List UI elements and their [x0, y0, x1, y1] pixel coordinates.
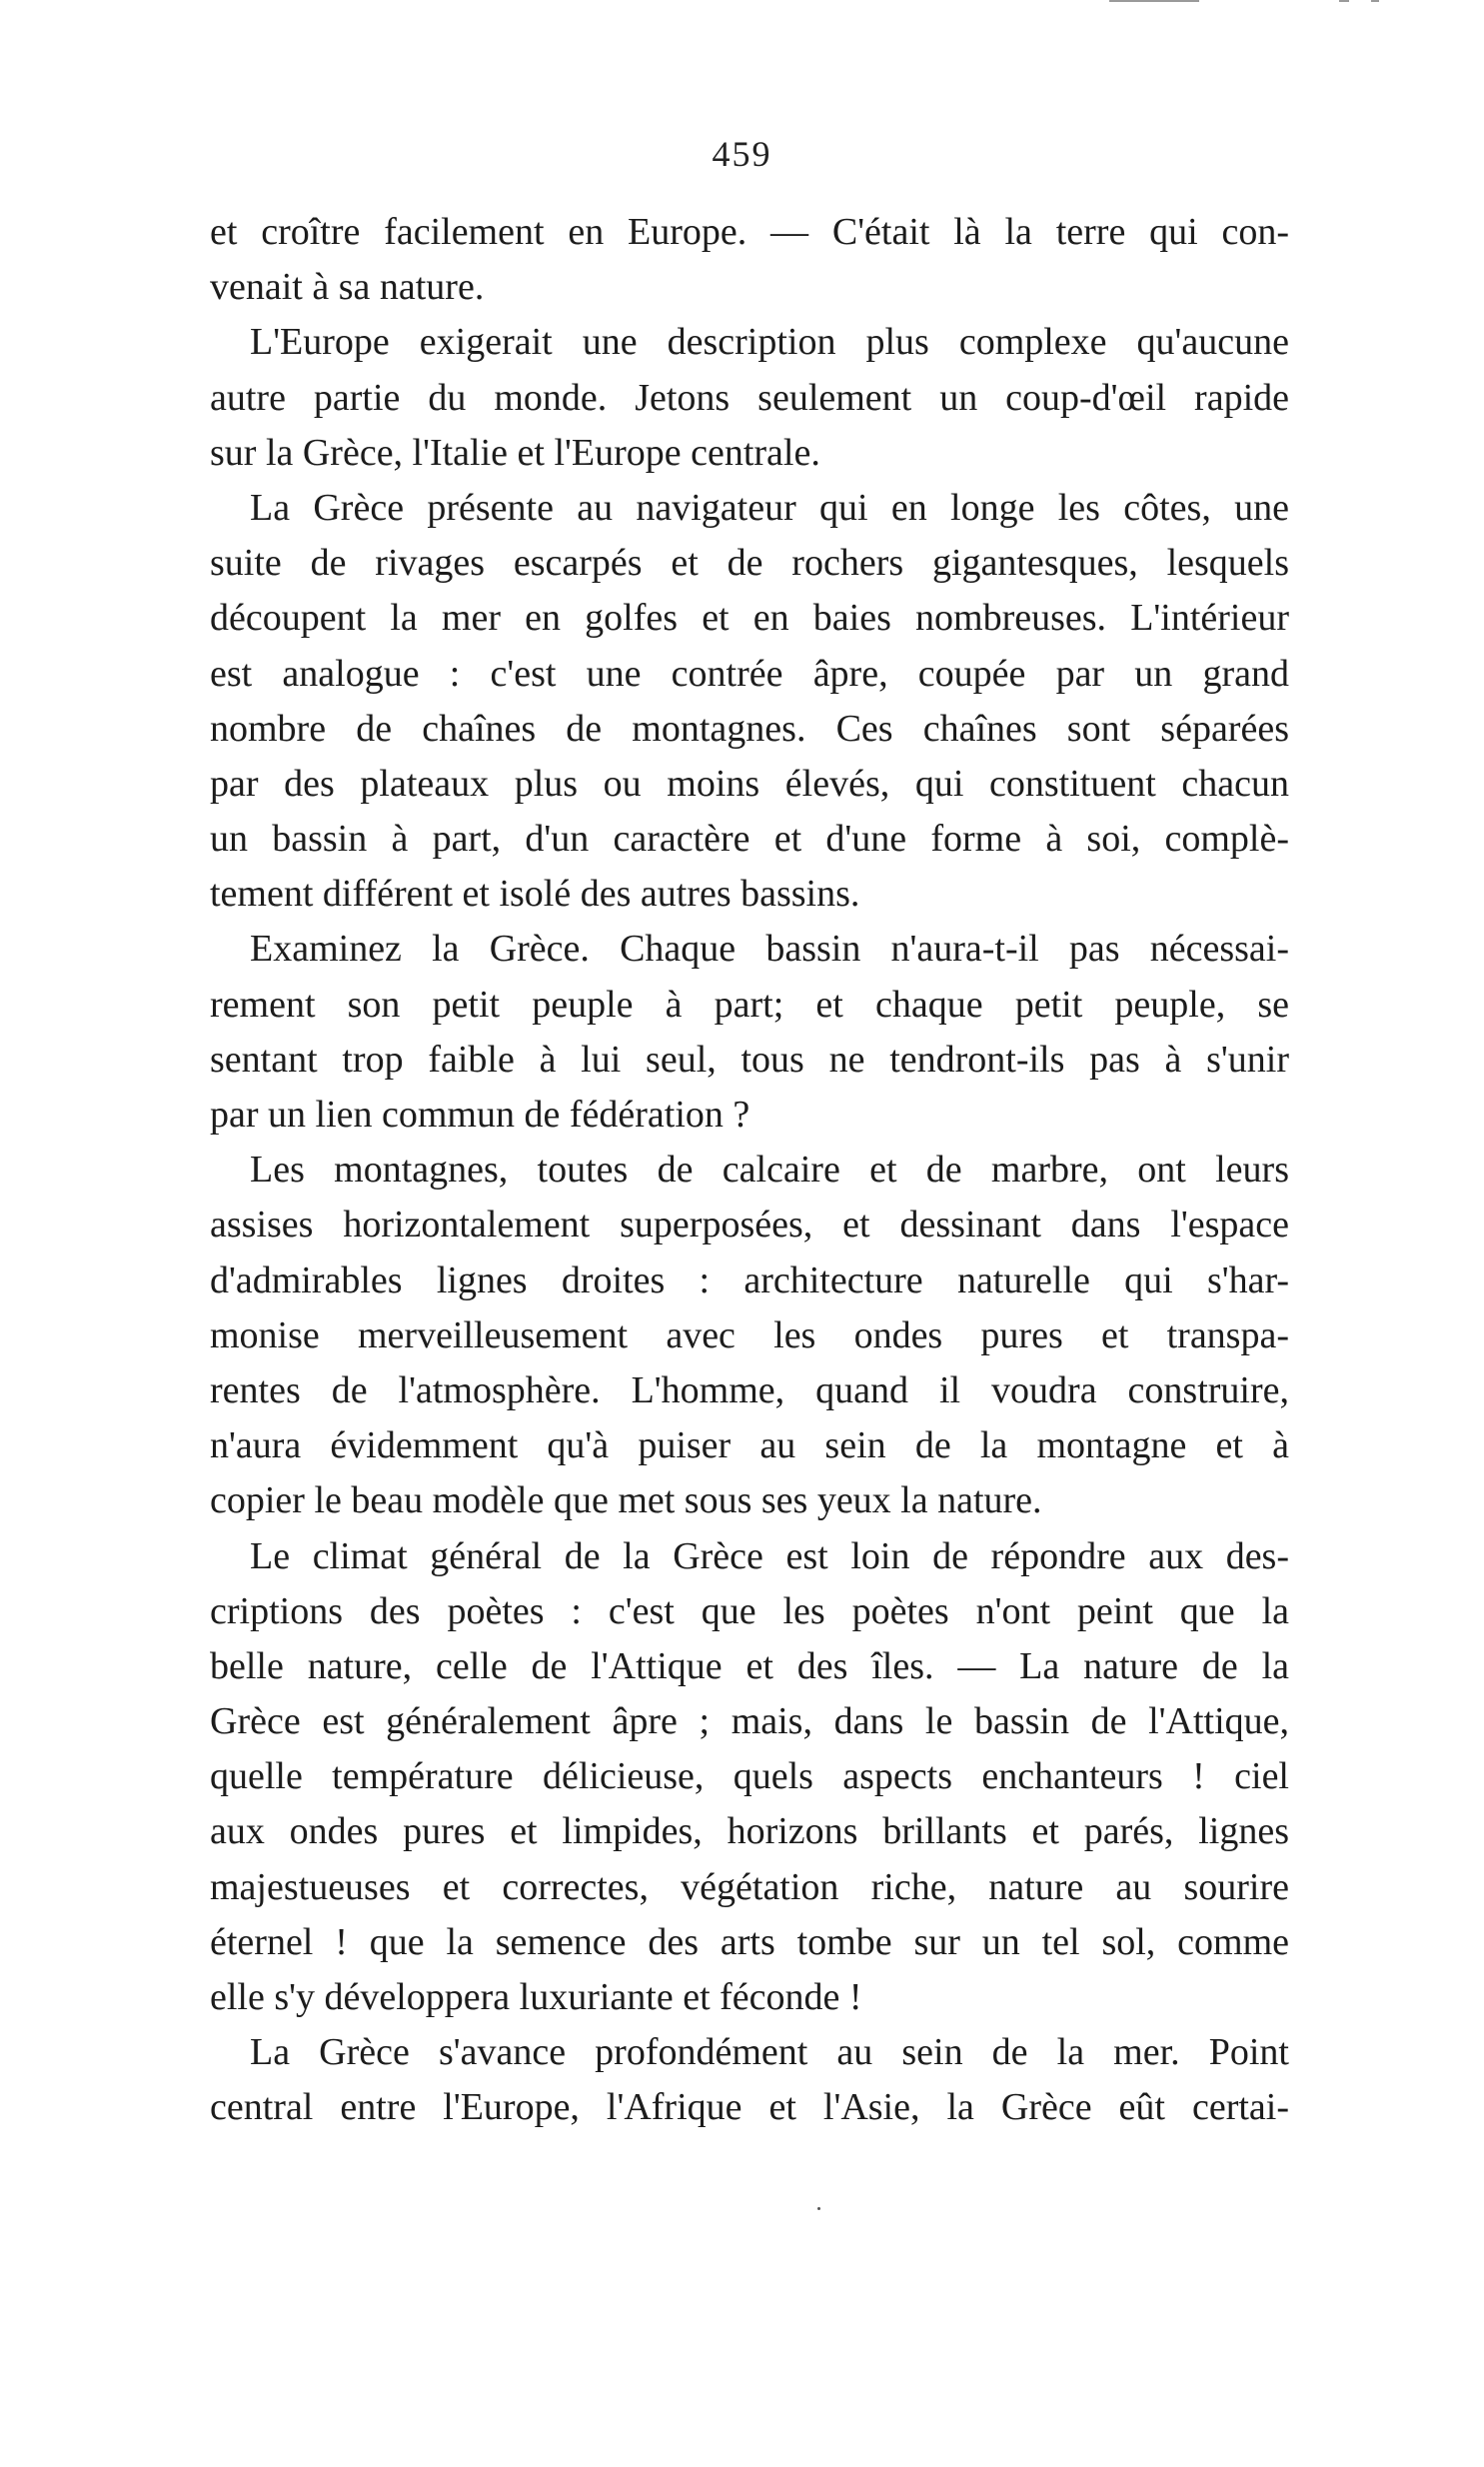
- scan-edge-mark: [1109, 0, 1199, 2]
- text-line: suite de rivages escarpés et de rochers gigantesques, lesquels: [210, 542, 1289, 585]
- text-line: éternel ! que la semence des arts tombe sur un tel sol, comme: [210, 1920, 1289, 1963]
- scan-edge-mark: [1339, 0, 1349, 2]
- text-line: aux ondes pures et limpides, horizons brillants et parés, lignes: [210, 1810, 1289, 1853]
- text-line: et croître facilement en Europe. — C'était là la terre qui con-: [210, 211, 1289, 253]
- text-line: venait à sa nature.: [210, 266, 485, 309]
- text-line: n'aura évidemment qu'à puiser au sein de la montagne et à: [210, 1424, 1289, 1467]
- text-line: tement différent et isolé des autres bassins.: [210, 873, 860, 916]
- text-line: sur la Grèce, l'Italie et l'Europe centrale.: [210, 431, 820, 474]
- text-line: par des plateaux plus ou moins élevés, qui constituent chacun: [210, 762, 1289, 805]
- text-line: autre partie du monde. Jetons seulement un coup-d'œil rapide: [210, 376, 1289, 419]
- page-number: 459: [712, 134, 772, 174]
- text-line: d'admirables lignes droites : architecture naturelle qui s'har-: [210, 1258, 1289, 1301]
- text-line: copier le beau modèle que met sous ses yeux la nature.: [210, 1479, 1042, 1522]
- text-line: nombre de chaînes de montagnes. Ces chaînes sont séparées: [210, 707, 1289, 750]
- text-line: Les montagnes, toutes de calcaire et de marbre, ont leurs: [250, 1149, 1289, 1192]
- text-line: par un lien commun de fédération ?: [210, 1094, 750, 1136]
- text-line: un bassin à part, d'un caractère et d'une forme à soi, complè-: [210, 818, 1289, 861]
- text-line: criptions des poètes : c'est que les poètes n'ont peint que la: [210, 1589, 1289, 1632]
- text-line: Le climat général de la Grèce est loin de répondre aux des-: [250, 1534, 1289, 1577]
- text-line: rement son petit peuple à part; et chaque petit peuple, se: [210, 983, 1289, 1026]
- text-line: central entre l'Europe, l'Afrique et l'Asie, la Grèce eût certai-: [210, 2086, 1289, 2129]
- text-line: belle nature, celle de l'Attique et des îles. — La nature de la: [210, 1644, 1289, 1687]
- text-line: Grèce est généralement âpre ; mais, dans le bassin de l'Attique,: [210, 1700, 1289, 1743]
- text-line: quelle température délicieuse, quels aspects enchanteurs ! ciel: [210, 1755, 1289, 1798]
- body-text: [210, 205, 1289, 2136]
- text-line: rentes de l'atmosphère. L'homme, quand il voudra construire,: [210, 1368, 1289, 1411]
- text-line: La Grèce présente au navigateur qui en longe les côtes, une: [250, 486, 1289, 529]
- text-line: monise merveilleusement avec les ondes pures et transpa-: [210, 1313, 1289, 1356]
- text-line: est analogue : c'est une contrée âpre, coupée par un grand: [210, 652, 1289, 695]
- text-line: elle s'y développera luxuriante et féconde !: [210, 1976, 862, 2018]
- scan-edge-mark: [1371, 0, 1379, 2]
- text-line: L'Europe exigerait une description plus complexe qu'aucune: [250, 321, 1289, 364]
- text-line: découpent la mer en golfes et en baies nombreuses. L'intérieur: [210, 597, 1289, 640]
- text-line: La Grèce s'avance profondément au sein de la mer. Point: [250, 2031, 1289, 2074]
- text-line: assises horizontalement superposées, et dessinant dans l'espace: [210, 1204, 1289, 1246]
- text-line: sentant trop faible à lui seul, tous ne tendront-ils pas à s'unir: [210, 1038, 1289, 1081]
- ink-speck: [817, 2207, 820, 2210]
- text-line: majestueuses et correctes, végétation riche, nature au sourire: [210, 1865, 1289, 1908]
- text-line: Examinez la Grèce. Chaque bassin n'aura-t-il pas nécessai-: [250, 928, 1289, 971]
